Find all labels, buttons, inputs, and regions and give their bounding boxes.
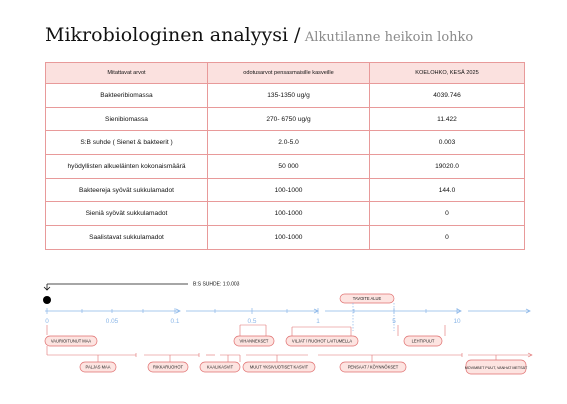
category-pill bbox=[286, 336, 358, 346]
category-label: LEHTIPUUT bbox=[411, 338, 435, 344]
category-pill bbox=[465, 360, 528, 374]
tick-label: 0.5 bbox=[247, 318, 257, 325]
category-pill bbox=[148, 362, 188, 372]
table-cell: 144.0 bbox=[370, 178, 525, 202]
category-label: VILJAT / RUOHOT LAITUMELLA bbox=[291, 338, 353, 344]
target-area bbox=[340, 294, 394, 331]
tick-label: 1 bbox=[316, 318, 320, 325]
target-label: TAVOITE ALUE bbox=[352, 296, 382, 302]
lower-category-labels bbox=[80, 360, 528, 374]
table-cell: 100-1000 bbox=[208, 202, 370, 226]
upper-category-labels bbox=[45, 336, 442, 346]
category-pill bbox=[45, 336, 97, 346]
title-main: Mikrobiologinen analyysi / bbox=[45, 24, 301, 46]
tick-label: 10 bbox=[453, 318, 461, 325]
category-label: RIKKARUOHOT bbox=[152, 364, 184, 370]
category-label: PENSAAT / KÖYNNÖKSET bbox=[347, 364, 399, 370]
table-cell: 50 000 bbox=[208, 155, 370, 179]
title-subtitle: Alkutilanne heikoin lohko bbox=[304, 30, 474, 45]
table-cell: 100-1000 bbox=[208, 226, 370, 250]
table-cell: Sienibiomassa bbox=[46, 107, 208, 131]
category-pill bbox=[404, 336, 442, 346]
category-pill bbox=[200, 362, 240, 372]
ratio-label: B:S SUHDE: 1:0.003 bbox=[193, 281, 240, 288]
tick-label: 0 bbox=[45, 318, 49, 325]
column-header: odotusarvot pensasmaisille kasveille bbox=[208, 63, 370, 84]
table-cell: 0 bbox=[370, 226, 525, 250]
table-cell: S:B suhde ( Sienet & bakteerit ) bbox=[46, 131, 208, 155]
table-cell: 2.0-5.0 bbox=[208, 131, 370, 155]
category-label: VAURIOITUNUT MAA bbox=[50, 338, 92, 344]
table-cell: 100-1000 bbox=[208, 178, 370, 202]
table-cell: hyödyllisten alkueläinten kokonaismäärä bbox=[46, 155, 208, 179]
tick-label: 0.1 bbox=[170, 318, 180, 325]
category-label: PALJAS MAA bbox=[85, 364, 111, 370]
table-cell: Sieniä syövät sukkulamadot bbox=[46, 202, 208, 226]
category-label: MUUT YKSIVUOTISET KASVIT bbox=[249, 364, 309, 370]
column-header: KOELOHKO, KESÄ 2025 bbox=[370, 63, 525, 84]
ratio-indicator bbox=[44, 282, 240, 291]
table-cell: 0 bbox=[370, 202, 525, 226]
tick-label: 5 bbox=[392, 318, 396, 325]
column-header: Mitattavat arvot bbox=[46, 63, 208, 84]
category-label: MOVIMBET PUUT, VANHAT METSÄT bbox=[464, 366, 528, 370]
table-cell: 11.422 bbox=[370, 107, 525, 131]
category-pill bbox=[340, 362, 406, 372]
category-label: KAALIKASVIT bbox=[206, 364, 234, 370]
table-cell: 4039.746 bbox=[370, 84, 525, 108]
category-pill bbox=[243, 362, 315, 372]
table-cell: Bakteereja syövät sukkulamadot bbox=[46, 178, 208, 202]
table-cell: Saalistavat sukkulamadot bbox=[46, 226, 208, 250]
table-cell: 135-1350 ug/g bbox=[208, 84, 370, 108]
table-cell: 270- 6750 ug/g bbox=[208, 107, 370, 131]
ratio-axis bbox=[45, 308, 530, 325]
table-cell: Bakteeribiomassa bbox=[46, 84, 208, 108]
category-label: VIHANNEKSET bbox=[239, 338, 269, 344]
ratio-marker bbox=[43, 296, 51, 304]
table-cell: 19020.0 bbox=[370, 155, 525, 179]
category-pill bbox=[234, 336, 274, 346]
tick-label: 0.05 bbox=[105, 318, 119, 325]
table-cell: 0.003 bbox=[370, 131, 525, 155]
category-pill bbox=[80, 362, 116, 372]
